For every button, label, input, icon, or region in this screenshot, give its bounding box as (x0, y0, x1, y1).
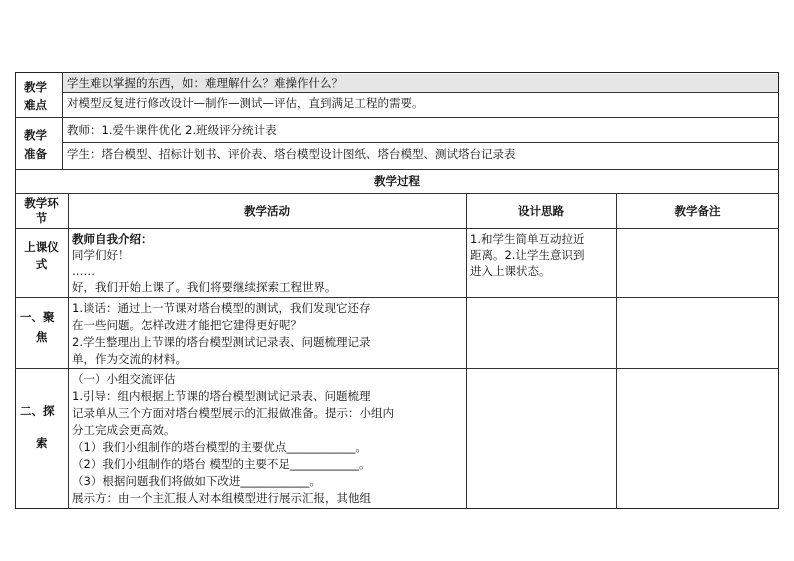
preparation-label-line2: 准备 (24, 147, 47, 161)
preparation-teacher: 教师：1.爱牛课件优化 2.班级评分统计表 (67, 123, 277, 137)
row3-activity-line: 分工完成会更高效。 (72, 423, 176, 437)
row1-stage-line2: 式 (35, 257, 48, 271)
column-divider (62, 72, 63, 169)
row1-design-line: 1.和学生简单互动拉近 (470, 232, 585, 246)
row1-design-line: 距离。2.让学生意识到 (470, 248, 585, 262)
header-notes: 教学备注 (674, 204, 721, 218)
row3-stage-line2: 索 (36, 436, 48, 450)
row3-activity-line: 1.引导：组内根据上节课的塔台模型测试记录表、问题梳理 (72, 389, 371, 403)
row2-stage-line1: 一、聚 (20, 310, 55, 324)
row1-activity-line: 教师自我介绍： (72, 232, 153, 246)
row-divider (62, 142, 779, 143)
row3-activity-line: （3）根据问题我们将做如下改进____________。 (72, 474, 321, 488)
preparation-student: 学生：塔台模型、招标计划书、评价表、塔台模型设计图纸、塔台模型、测试塔台记录表 (67, 147, 516, 161)
row-divider (15, 368, 779, 369)
difficulty-label-line2: 难点 (24, 98, 47, 112)
difficulty-line1: 学生难以掌握的东西，如：难理解什么？难操作什么？ (67, 76, 343, 90)
row1-activity-line: 同学们好！ (72, 248, 130, 262)
row3-activity-line: 记录单从三个方面对塔台模型展示的汇报做准备。提示：小组内 (72, 406, 394, 420)
row-divider (15, 169, 779, 170)
row3-activity-line: （一）小组交流评估 (72, 372, 176, 386)
row2-activity-line: 2.学生整理出上节课的塔台模型测试记录表、问题梳理记录 (72, 335, 371, 349)
row1-stage-line1: 上课仪 (24, 240, 59, 254)
row3-activity-line: （1）我们小组制作的塔台模型的主要优点____________。 (72, 440, 367, 454)
row-divider (15, 228, 779, 229)
difficulty-line2: 对模型反复进行修改设计—制作—测试—评估，直到满足工程的需要。 (67, 96, 424, 110)
row-divider (15, 193, 779, 194)
row2-activity-line: 1.谈话：通过上一节课对塔台模型的测试，我们发现它还存 (72, 301, 371, 315)
row3-activity-line: （2）我们小组制作的塔台 模型的主要不足____________。 (72, 457, 371, 471)
row1-activity-line: …… (72, 264, 95, 278)
row1-design-line: 进入上课状态。 (470, 264, 551, 278)
row2-activity-line: 单，作为交流的材料。 (72, 352, 187, 366)
column-divider (616, 193, 617, 509)
header-stage-line1: 教学环 (24, 196, 59, 210)
header-design: 设计思路 (518, 204, 564, 218)
preparation-label-line1: 教学 (24, 128, 47, 142)
process-title: 教学过程 (374, 174, 420, 188)
header-stage-line2: 节 (35, 211, 48, 225)
row3-stage-line1: 二、探 (20, 404, 55, 418)
row3-activity-line: 展示方：由一个主汇报人对本组模型进行展示汇报，其他组 (72, 491, 371, 505)
row-divider (62, 92, 779, 93)
row1-activity-line: 好，我们开始上课了。我们将要继续探索工程世界。 (72, 280, 337, 294)
column-divider (466, 193, 467, 509)
difficulty-label-line1: 教学 (24, 80, 47, 94)
row-divider (15, 117, 779, 118)
header-activity: 教学活动 (244, 204, 290, 218)
row2-stage-line2: 焦 (36, 330, 48, 344)
row2-activity-line: 在一些问题。怎样改进才能把它建得更好呢？ (72, 318, 302, 332)
column-divider (68, 193, 69, 509)
row-divider (15, 297, 779, 298)
